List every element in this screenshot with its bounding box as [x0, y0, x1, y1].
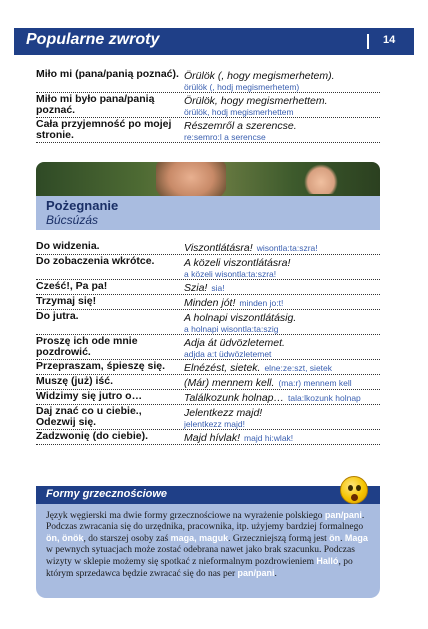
- polish-phrase: Zadzwonię (do ciebie).: [36, 430, 149, 442]
- hungarian-cell: [180, 280, 380, 294]
- hungarian-phrase: Részemről a szerencse.: [184, 120, 297, 132]
- polish-phrase: Muszę (już) iść.: [36, 375, 114, 387]
- note-text: Język węgierski ma dwie formy grzecznościowe na wyrażenie polskiego pan/pani. Podczas zwracania się do urzędnika, pracownika, itp. użyjemy bardziej formalnego ön, önök, do starszej osoby zaś maga, maguk. Grzeczniejszą formą jest ön. Maga w pewnych sytuacjach może zostać odebrana nawet jako brak szacunku. Podczas wizyty w sklepie możemy się spotkać z nieformalnym pozdrowieniem Halló, po którym sprzedawca będzie zwracać się do nas per pan/pani.: [46, 510, 368, 579]
- table-row: [36, 280, 380, 295]
- pronunciation: wisontla:ta:szra!: [256, 243, 318, 253]
- table-row: [36, 405, 380, 430]
- polish-phrase: Proszę ich ode mnie pozdrowić.: [36, 335, 138, 358]
- hungarian-phrase: Elnézést, sietek.: [184, 362, 261, 374]
- pronunciation: jelentkezz majd!: [184, 419, 245, 429]
- table-row: [36, 430, 380, 445]
- hungarian-phrase: A holnapi viszontlátásig.: [184, 312, 297, 324]
- section-title-polish: Pożegnanie: [46, 198, 119, 213]
- hungarian-cell: [180, 93, 380, 117]
- polish-phrase: Do zobaczenia wkrótce.: [36, 255, 155, 267]
- pronunciation: örülök (, hodj megismerhetem): [184, 82, 300, 92]
- hungarian-cell: [180, 118, 380, 142]
- phrase-table-greetings: [36, 68, 380, 143]
- pronunciation: tala:lkozunk holnap: [288, 393, 361, 403]
- page-title: Popularne zwroty: [26, 31, 160, 48]
- page-header: [14, 28, 414, 55]
- pronunciation: re:semro:l a serencse: [184, 132, 266, 142]
- pronunciation: adjda a:t üdwözletemet: [184, 349, 272, 359]
- table-row: [36, 295, 380, 310]
- highlight-term: Halló: [316, 556, 339, 566]
- pronunciation: örülök, hodj megismerhettem: [184, 107, 294, 117]
- hungarian-cell: [180, 68, 380, 92]
- table-row: [36, 375, 380, 390]
- hungarian-phrase: (Már) mennem kell.: [184, 377, 275, 389]
- highlight-term: ön: [329, 533, 341, 543]
- hungarian-cell: [180, 310, 380, 334]
- hungarian-phrase: Minden jót!: [184, 297, 236, 309]
- polish-phrase: Przepraszam, śpieszę się.: [36, 360, 165, 372]
- table-row: [36, 68, 380, 93]
- hungarian-cell: [180, 360, 380, 374]
- highlight-term: Maga: [344, 533, 368, 543]
- highlight-term: pan/pani: [324, 510, 362, 520]
- highlight-term: maga, maguk: [170, 533, 229, 543]
- hungarian-phrase: Találkozunk holnap…: [184, 392, 285, 404]
- pronunciation: (ma:r) mennem kell: [278, 378, 352, 388]
- hungarian-phrase: Viszontlátásra!: [184, 242, 253, 254]
- table-row: [36, 335, 380, 360]
- pronunciation: sia!: [211, 283, 225, 293]
- photo-face: [156, 162, 226, 196]
- polish-phrase: Do widzenia.: [36, 240, 100, 252]
- table-row: [36, 390, 380, 405]
- surprised-face-icon: [340, 476, 368, 504]
- table-row: [36, 255, 380, 280]
- table-row: [36, 93, 380, 118]
- hungarian-cell: [180, 335, 380, 359]
- hungarian-phrase: Örülök (, hogy megismerhetem).: [184, 70, 335, 82]
- pronunciation: minden jo:t!: [239, 298, 284, 308]
- hungarian-cell: [180, 430, 380, 444]
- highlight-term: pan/pani: [237, 568, 275, 578]
- note-title: Formy grzecznościowe: [46, 488, 168, 500]
- polish-phrase: Do jutra.: [36, 310, 79, 322]
- hungarian-phrase: A közeli viszontlátásra!: [184, 257, 291, 269]
- polish-phrase: Miło mi było pana/panią poznać.: [36, 93, 155, 116]
- table-row: [36, 240, 380, 255]
- page-number: 14: [383, 34, 396, 46]
- polish-phrase: Cześć!, Pa pa!: [36, 280, 108, 292]
- hungarian-phrase: Majd hívlak!: [184, 432, 241, 444]
- section-title-hungarian: Búcsúzás: [46, 213, 99, 227]
- polish-phrase: Trzymaj się!: [36, 295, 97, 307]
- hungarian-phrase: Adja át üdvözletemet.: [184, 337, 285, 349]
- table-row: [36, 118, 380, 143]
- hungarian-cell: [180, 375, 380, 389]
- section-heading: [36, 196, 380, 230]
- polish-phrase: Daj znać co u ciebie., Odezwij się.: [36, 405, 142, 428]
- hungarian-cell: [180, 390, 380, 404]
- table-row: [36, 360, 380, 375]
- table-row: [36, 310, 380, 335]
- note-title-bar: [36, 486, 380, 504]
- polish-phrase: Miło mi (pana/panią poznać).: [36, 68, 179, 80]
- highlight-term: ön, önök: [46, 533, 84, 543]
- polish-phrase: Widzimy się jutro o…: [36, 390, 143, 402]
- pronunciation: elne:ze:szt, sietek: [264, 363, 333, 373]
- farewell-photo: [36, 162, 380, 196]
- hungarian-phrase: Örülök, hogy megismerhettem.: [184, 95, 328, 107]
- hungarian-cell: [180, 405, 380, 429]
- hungarian-cell: [180, 240, 380, 254]
- header-divider: [367, 34, 369, 49]
- photo-waving-hand: [304, 164, 338, 194]
- pronunciation: a közeli wisontla:ta:szra!: [184, 269, 277, 279]
- hungarian-phrase: Szia!: [184, 282, 208, 294]
- polish-phrase: Cała przyjemność po mojej stronie.: [36, 118, 172, 141]
- hungarian-cell: [180, 255, 380, 279]
- phrase-table-farewells: [36, 240, 380, 445]
- pronunciation: a holnapi wisontla:ta:szig: [184, 324, 279, 334]
- pronunciation: majd hi:wlak!: [244, 433, 294, 443]
- hungarian-cell: [180, 295, 380, 309]
- hungarian-phrase: Jelentkezz majd!: [184, 407, 263, 419]
